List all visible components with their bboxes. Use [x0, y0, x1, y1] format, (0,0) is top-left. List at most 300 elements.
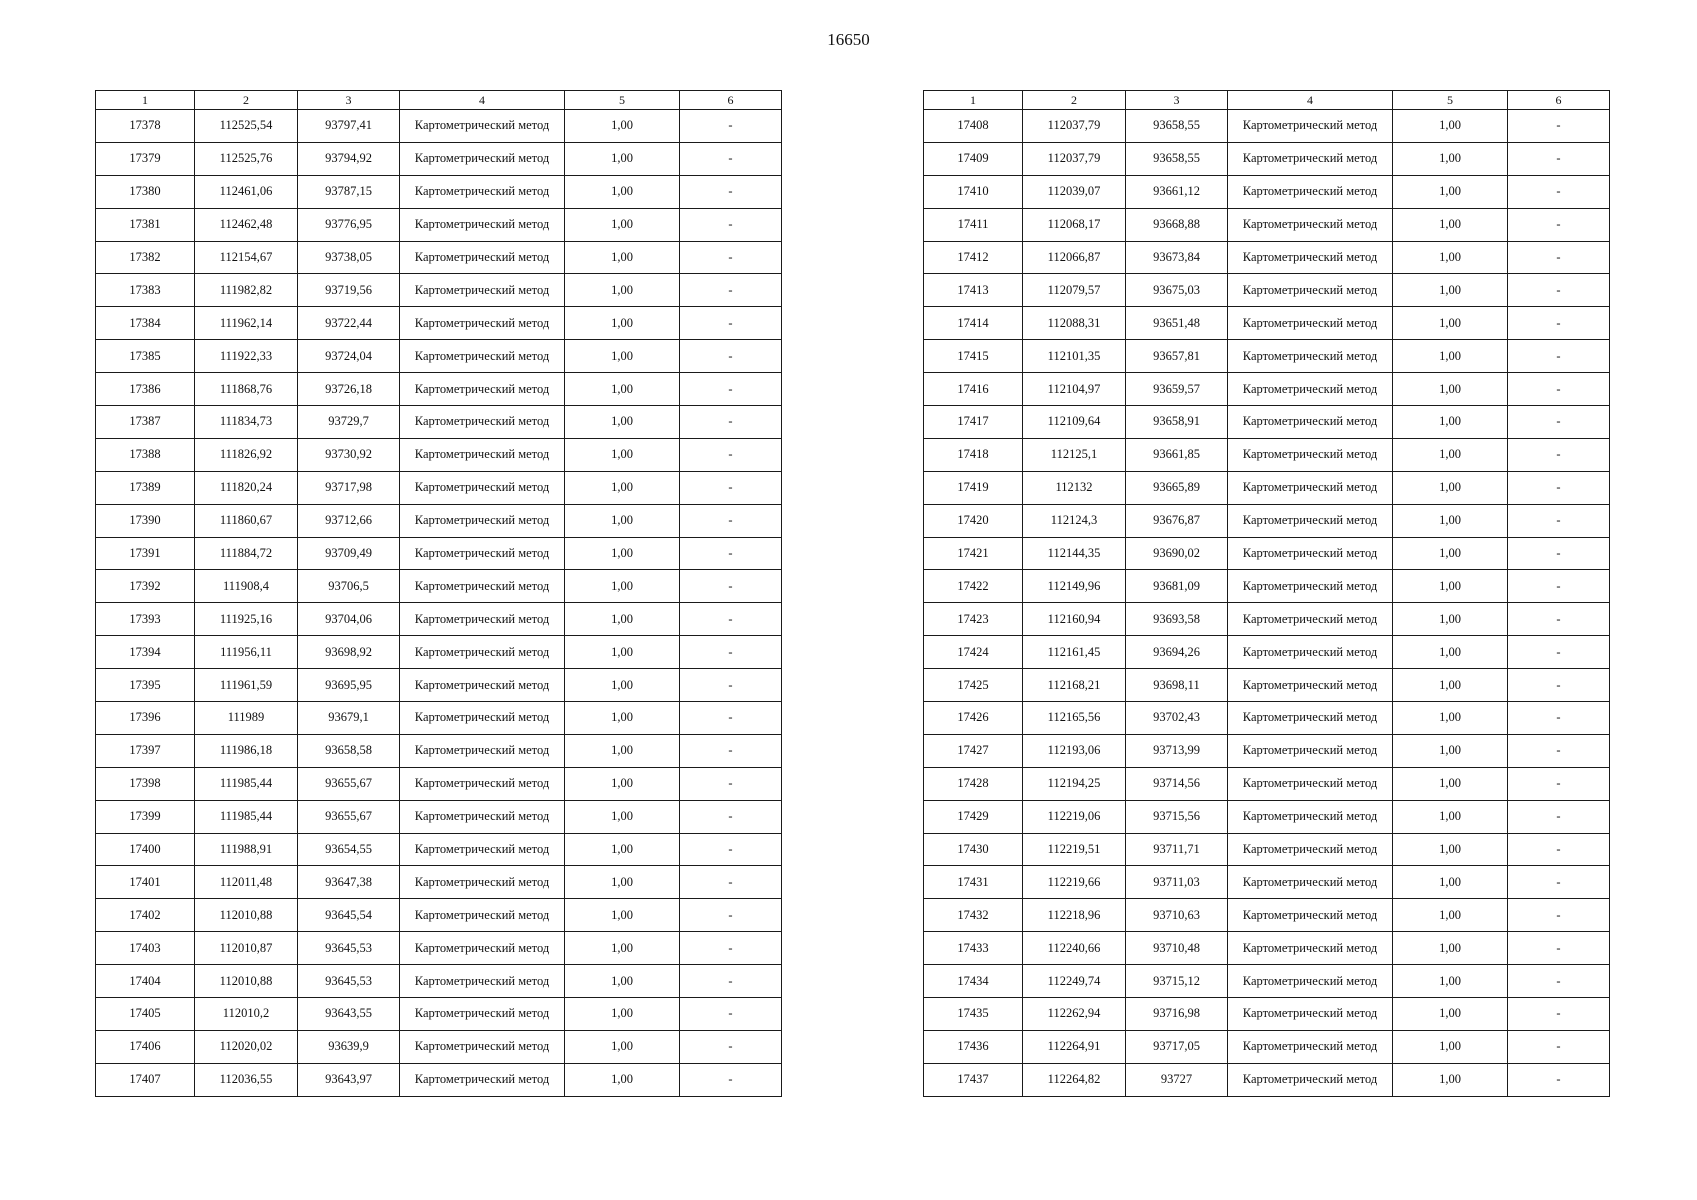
table-row: [96, 702, 782, 735]
y-coordinate-cell: 93776,95: [298, 208, 400, 241]
method-cell: Картометрический метод: [1228, 734, 1393, 767]
column-header: 4: [1228, 91, 1393, 110]
column-header: 4: [400, 91, 565, 110]
table-row: [96, 175, 782, 208]
x-coordinate-cell: 112010,88: [195, 899, 298, 932]
note-cell: -: [680, 965, 782, 998]
table-row: [96, 307, 782, 340]
precision-cell: 1,00: [565, 504, 680, 537]
precision-cell: 1,00: [565, 274, 680, 307]
method-cell: Картометрический метод: [400, 175, 565, 208]
point-number-cell: 17410: [924, 175, 1023, 208]
column-header: 5: [565, 91, 680, 110]
note-cell: -: [1508, 669, 1610, 702]
precision-cell: 1,00: [1393, 899, 1508, 932]
table-row: [924, 800, 1610, 833]
table-row: [96, 833, 782, 866]
note-cell: -: [1508, 800, 1610, 833]
y-coordinate-cell: 93714,56: [1126, 767, 1228, 800]
precision-cell: 1,00: [565, 998, 680, 1031]
point-number-cell: 17432: [924, 899, 1023, 932]
method-cell: Картометрический метод: [1228, 932, 1393, 965]
precision-cell: 1,00: [1393, 307, 1508, 340]
note-cell: -: [1508, 603, 1610, 636]
table-row: [96, 110, 782, 143]
method-cell: Картометрический метод: [400, 471, 565, 504]
method-cell: Картометрический метод: [1228, 438, 1393, 471]
x-coordinate-cell: 112125,1: [1023, 438, 1126, 471]
point-number-cell: 17411: [924, 208, 1023, 241]
table-row: [924, 438, 1610, 471]
method-cell: Картометрический метод: [400, 899, 565, 932]
y-coordinate-cell: 93658,55: [1126, 110, 1228, 143]
y-coordinate-cell: 93724,04: [298, 340, 400, 373]
x-coordinate-cell: 111985,44: [195, 767, 298, 800]
method-cell: Картометрический метод: [400, 734, 565, 767]
x-coordinate-cell: 112079,57: [1023, 274, 1126, 307]
point-number-cell: 17407: [96, 1063, 195, 1096]
table-row: [96, 471, 782, 504]
note-cell: -: [1508, 702, 1610, 735]
y-coordinate-cell: 93694,26: [1126, 636, 1228, 669]
x-coordinate-cell: 112154,67: [195, 241, 298, 274]
y-coordinate-cell: 93673,84: [1126, 241, 1228, 274]
y-coordinate-cell: 93726,18: [298, 373, 400, 406]
precision-cell: 1,00: [565, 110, 680, 143]
point-number-cell: 17390: [96, 504, 195, 537]
table-row: [96, 1063, 782, 1096]
precision-cell: 1,00: [1393, 537, 1508, 570]
y-coordinate-cell: 93643,97: [298, 1063, 400, 1096]
table-row: [924, 241, 1610, 274]
note-cell: -: [680, 340, 782, 373]
note-cell: -: [1508, 340, 1610, 373]
method-cell: Картометрический метод: [1228, 1063, 1393, 1096]
precision-cell: 1,00: [1393, 438, 1508, 471]
column-header: 6: [1508, 91, 1610, 110]
table-row: [96, 669, 782, 702]
table-row: [924, 965, 1610, 998]
x-coordinate-cell: 112068,17: [1023, 208, 1126, 241]
note-cell: -: [680, 142, 782, 175]
precision-cell: 1,00: [565, 636, 680, 669]
point-number-cell: 17412: [924, 241, 1023, 274]
precision-cell: 1,00: [565, 340, 680, 373]
precision-cell: 1,00: [1393, 373, 1508, 406]
y-coordinate-cell: 93657,81: [1126, 340, 1228, 373]
method-cell: Картометрический метод: [400, 373, 565, 406]
x-coordinate-cell: 112462,48: [195, 208, 298, 241]
y-coordinate-cell: 93711,71: [1126, 833, 1228, 866]
method-cell: Картометрический метод: [1228, 866, 1393, 899]
method-cell: Картометрический метод: [400, 241, 565, 274]
y-coordinate-cell: 93729,7: [298, 406, 400, 439]
note-cell: -: [680, 208, 782, 241]
x-coordinate-cell: 111925,16: [195, 603, 298, 636]
precision-cell: 1,00: [1393, 570, 1508, 603]
method-cell: Картометрический метод: [400, 1030, 565, 1063]
method-cell: Картометрический метод: [1228, 603, 1393, 636]
y-coordinate-cell: 93690,02: [1126, 537, 1228, 570]
point-number-cell: 17387: [96, 406, 195, 439]
x-coordinate-cell: 112193,06: [1023, 734, 1126, 767]
note-cell: -: [680, 932, 782, 965]
table-row: [96, 208, 782, 241]
x-coordinate-cell: 112160,94: [1023, 603, 1126, 636]
point-number-cell: 17408: [924, 110, 1023, 143]
table-row: [924, 373, 1610, 406]
note-cell: -: [680, 800, 782, 833]
y-coordinate-cell: 93655,67: [298, 767, 400, 800]
point-number-cell: 17396: [96, 702, 195, 735]
point-number-cell: 17391: [96, 537, 195, 570]
y-coordinate-cell: 93797,41: [298, 110, 400, 143]
x-coordinate-cell: 112037,79: [1023, 110, 1126, 143]
y-coordinate-cell: 93698,92: [298, 636, 400, 669]
note-cell: -: [680, 504, 782, 537]
x-coordinate-cell: 111908,4: [195, 570, 298, 603]
y-coordinate-cell: 93730,92: [298, 438, 400, 471]
precision-cell: 1,00: [565, 800, 680, 833]
table-row: [924, 636, 1610, 669]
note-cell: -: [680, 471, 782, 504]
x-coordinate-cell: 112149,96: [1023, 570, 1126, 603]
precision-cell: 1,00: [565, 932, 680, 965]
precision-cell: 1,00: [1393, 965, 1508, 998]
table-row: [96, 899, 782, 932]
table-row: [924, 175, 1610, 208]
table-row: [924, 932, 1610, 965]
y-coordinate-cell: 93794,92: [298, 142, 400, 175]
precision-cell: 1,00: [1393, 800, 1508, 833]
table-row: [96, 406, 782, 439]
precision-cell: 1,00: [565, 471, 680, 504]
method-cell: Картометрический метод: [400, 998, 565, 1031]
x-coordinate-cell: 112039,07: [1023, 175, 1126, 208]
precision-cell: 1,00: [565, 373, 680, 406]
table-row: [924, 767, 1610, 800]
note-cell: -: [680, 636, 782, 669]
x-coordinate-cell: 111826,92: [195, 438, 298, 471]
note-cell: -: [680, 767, 782, 800]
note-cell: -: [1508, 965, 1610, 998]
precision-cell: 1,00: [1393, 406, 1508, 439]
method-cell: Картометрический метод: [1228, 702, 1393, 735]
table-row: [924, 1063, 1610, 1096]
method-cell: Картометрический метод: [400, 669, 565, 702]
column-header: 3: [298, 91, 400, 110]
precision-cell: 1,00: [1393, 175, 1508, 208]
x-coordinate-cell: 112264,91: [1023, 1030, 1126, 1063]
header-row: [96, 91, 782, 110]
point-number-cell: 17419: [924, 471, 1023, 504]
table-row: [924, 669, 1610, 702]
y-coordinate-cell: 93702,43: [1126, 702, 1228, 735]
note-cell: -: [1508, 636, 1610, 669]
point-number-cell: 17399: [96, 800, 195, 833]
precision-cell: 1,00: [565, 570, 680, 603]
point-number-cell: 17420: [924, 504, 1023, 537]
note-cell: -: [1508, 833, 1610, 866]
table-row: [924, 603, 1610, 636]
point-number-cell: 17428: [924, 767, 1023, 800]
note-cell: -: [680, 274, 782, 307]
y-coordinate-cell: 93658,91: [1126, 406, 1228, 439]
method-cell: Картометрический метод: [1228, 965, 1393, 998]
note-cell: -: [1508, 899, 1610, 932]
precision-cell: 1,00: [565, 899, 680, 932]
method-cell: Картометрический метод: [1228, 767, 1393, 800]
method-cell: Картометрический метод: [400, 537, 565, 570]
point-number-cell: 17378: [96, 110, 195, 143]
point-number-cell: 17413: [924, 274, 1023, 307]
point-number-cell: 17394: [96, 636, 195, 669]
table-row: [96, 373, 782, 406]
point-number-cell: 17382: [96, 241, 195, 274]
y-coordinate-cell: 93658,55: [1126, 142, 1228, 175]
x-coordinate-cell: 111982,82: [195, 274, 298, 307]
note-cell: -: [680, 603, 782, 636]
y-coordinate-cell: 93717,05: [1126, 1030, 1228, 1063]
precision-cell: 1,00: [565, 603, 680, 636]
y-coordinate-cell: 93727: [1126, 1063, 1228, 1096]
table-row: [924, 110, 1610, 143]
point-number-cell: 17379: [96, 142, 195, 175]
y-coordinate-cell: 93661,85: [1126, 438, 1228, 471]
table-row: [96, 142, 782, 175]
table-row: [924, 340, 1610, 373]
y-coordinate-cell: 93710,63: [1126, 899, 1228, 932]
point-number-cell: 17397: [96, 734, 195, 767]
method-cell: Картометрический метод: [1228, 998, 1393, 1031]
table-row: [96, 866, 782, 899]
column-header: 6: [680, 91, 782, 110]
table-row: [96, 636, 782, 669]
x-coordinate-cell: 112011,48: [195, 866, 298, 899]
point-number-cell: 17434: [924, 965, 1023, 998]
y-coordinate-cell: 93716,98: [1126, 998, 1228, 1031]
method-cell: Картометрический метод: [1228, 340, 1393, 373]
method-cell: Картометрический метод: [400, 406, 565, 439]
precision-cell: 1,00: [1393, 636, 1508, 669]
note-cell: -: [1508, 373, 1610, 406]
y-coordinate-cell: 93658,58: [298, 734, 400, 767]
x-coordinate-cell: 111868,76: [195, 373, 298, 406]
x-coordinate-cell: 112262,94: [1023, 998, 1126, 1031]
note-cell: -: [680, 438, 782, 471]
note-cell: -: [1508, 241, 1610, 274]
precision-cell: 1,00: [1393, 241, 1508, 274]
y-coordinate-cell: 93695,95: [298, 669, 400, 702]
precision-cell: 1,00: [565, 669, 680, 702]
precision-cell: 1,00: [565, 965, 680, 998]
point-number-cell: 17421: [924, 537, 1023, 570]
table-row: [924, 406, 1610, 439]
point-number-cell: 17398: [96, 767, 195, 800]
point-number-cell: 17417: [924, 406, 1023, 439]
y-coordinate-cell: 93676,87: [1126, 504, 1228, 537]
method-cell: Картометрический метод: [1228, 1030, 1393, 1063]
note-cell: -: [1508, 406, 1610, 439]
precision-cell: 1,00: [565, 702, 680, 735]
precision-cell: 1,00: [1393, 340, 1508, 373]
y-coordinate-cell: 93711,03: [1126, 866, 1228, 899]
y-coordinate-cell: 93706,5: [298, 570, 400, 603]
precision-cell: 1,00: [1393, 471, 1508, 504]
column-header: 1: [96, 91, 195, 110]
y-coordinate-cell: 93693,58: [1126, 603, 1228, 636]
note-cell: -: [680, 899, 782, 932]
x-coordinate-cell: 112218,96: [1023, 899, 1126, 932]
x-coordinate-cell: 112132: [1023, 471, 1126, 504]
note-cell: -: [1508, 570, 1610, 603]
y-coordinate-cell: 93675,03: [1126, 274, 1228, 307]
precision-cell: 1,00: [1393, 603, 1508, 636]
note-cell: -: [680, 373, 782, 406]
x-coordinate-cell: 112020,02: [195, 1030, 298, 1063]
note-cell: -: [680, 669, 782, 702]
x-coordinate-cell: 111986,18: [195, 734, 298, 767]
method-cell: Картометрический метод: [400, 1063, 565, 1096]
precision-cell: 1,00: [1393, 833, 1508, 866]
method-cell: Картометрический метод: [400, 932, 565, 965]
precision-cell: 1,00: [565, 537, 680, 570]
x-coordinate-cell: 111961,59: [195, 669, 298, 702]
x-coordinate-cell: 112036,55: [195, 1063, 298, 1096]
x-coordinate-cell: 112161,45: [1023, 636, 1126, 669]
x-coordinate-cell: 111884,72: [195, 537, 298, 570]
method-cell: Картометрический метод: [1228, 899, 1393, 932]
table-row: [96, 998, 782, 1031]
method-cell: Картометрический метод: [400, 110, 565, 143]
note-cell: -: [1508, 471, 1610, 504]
precision-cell: 1,00: [565, 175, 680, 208]
column-header: 3: [1126, 91, 1228, 110]
method-cell: Картометрический метод: [400, 208, 565, 241]
y-coordinate-cell: 93715,12: [1126, 965, 1228, 998]
note-cell: -: [680, 307, 782, 340]
x-coordinate-cell: 111988,91: [195, 833, 298, 866]
x-coordinate-cell: 111820,24: [195, 471, 298, 504]
precision-cell: 1,00: [565, 866, 680, 899]
point-number-cell: 17426: [924, 702, 1023, 735]
y-coordinate-cell: 93639,9: [298, 1030, 400, 1063]
point-number-cell: 17423: [924, 603, 1023, 636]
point-number-cell: 17389: [96, 471, 195, 504]
table-row: [924, 307, 1610, 340]
point-number-cell: 17430: [924, 833, 1023, 866]
method-cell: Картометрический метод: [400, 965, 565, 998]
x-coordinate-cell: 112461,06: [195, 175, 298, 208]
y-coordinate-cell: 93712,66: [298, 504, 400, 537]
table-row: [924, 142, 1610, 175]
x-coordinate-cell: 111956,11: [195, 636, 298, 669]
precision-cell: 1,00: [1393, 669, 1508, 702]
table-row: [924, 274, 1610, 307]
column-header: 2: [195, 91, 298, 110]
precision-cell: 1,00: [565, 208, 680, 241]
method-cell: Картометрический метод: [1228, 471, 1393, 504]
table-row: [96, 965, 782, 998]
y-coordinate-cell: 93713,99: [1126, 734, 1228, 767]
x-coordinate-cell: 112088,31: [1023, 307, 1126, 340]
y-coordinate-cell: 93654,55: [298, 833, 400, 866]
method-cell: Картометрический метод: [1228, 208, 1393, 241]
note-cell: -: [1508, 932, 1610, 965]
y-coordinate-cell: 93645,53: [298, 932, 400, 965]
y-coordinate-cell: 93717,98: [298, 471, 400, 504]
column-header: 2: [1023, 91, 1126, 110]
note-cell: -: [1508, 307, 1610, 340]
point-number-cell: 17429: [924, 800, 1023, 833]
method-cell: Картометрический метод: [400, 800, 565, 833]
precision-cell: 1,00: [565, 1063, 680, 1096]
precision-cell: 1,00: [1393, 1030, 1508, 1063]
table-row: [96, 603, 782, 636]
note-cell: -: [1508, 767, 1610, 800]
precision-cell: 1,00: [1393, 142, 1508, 175]
note-cell: -: [680, 702, 782, 735]
x-coordinate-cell: 112525,76: [195, 142, 298, 175]
x-coordinate-cell: 111985,44: [195, 800, 298, 833]
table-row: [96, 537, 782, 570]
method-cell: Картометрический метод: [1228, 110, 1393, 143]
table-row: [924, 866, 1610, 899]
x-coordinate-cell: 112037,79: [1023, 142, 1126, 175]
method-cell: Картометрический метод: [400, 702, 565, 735]
method-cell: Картометрический метод: [400, 142, 565, 175]
y-coordinate-cell: 93645,54: [298, 899, 400, 932]
point-number-cell: 17386: [96, 373, 195, 406]
note-cell: -: [1508, 734, 1610, 767]
method-cell: Картометрический метод: [400, 504, 565, 537]
note-cell: -: [680, 833, 782, 866]
precision-cell: 1,00: [565, 767, 680, 800]
method-cell: Картометрический метод: [1228, 274, 1393, 307]
precision-cell: 1,00: [565, 438, 680, 471]
note-cell: -: [680, 110, 782, 143]
method-cell: Картометрический метод: [1228, 636, 1393, 669]
y-coordinate-cell: 93668,88: [1126, 208, 1228, 241]
precision-cell: 1,00: [1393, 274, 1508, 307]
point-number-cell: 17422: [924, 570, 1023, 603]
x-coordinate-cell: 112264,82: [1023, 1063, 1126, 1096]
point-number-cell: 17402: [96, 899, 195, 932]
x-coordinate-cell: 111922,33: [195, 340, 298, 373]
table-row: [924, 833, 1610, 866]
table-row: [96, 241, 782, 274]
x-coordinate-cell: 111989: [195, 702, 298, 735]
method-cell: Картометрический метод: [400, 570, 565, 603]
note-cell: -: [680, 998, 782, 1031]
precision-cell: 1,00: [565, 406, 680, 439]
point-number-cell: 17404: [96, 965, 195, 998]
precision-cell: 1,00: [1393, 702, 1508, 735]
note-cell: -: [680, 1063, 782, 1096]
note-cell: -: [680, 1030, 782, 1063]
point-number-cell: 17416: [924, 373, 1023, 406]
point-number-cell: 17437: [924, 1063, 1023, 1096]
y-coordinate-cell: 93679,1: [298, 702, 400, 735]
note-cell: -: [680, 175, 782, 208]
note-cell: -: [1508, 866, 1610, 899]
point-number-cell: 17414: [924, 307, 1023, 340]
x-coordinate-cell: 112010,2: [195, 998, 298, 1031]
x-coordinate-cell: 112219,51: [1023, 833, 1126, 866]
x-coordinate-cell: 112219,66: [1023, 866, 1126, 899]
x-coordinate-cell: 112010,88: [195, 965, 298, 998]
point-number-cell: 17401: [96, 866, 195, 899]
